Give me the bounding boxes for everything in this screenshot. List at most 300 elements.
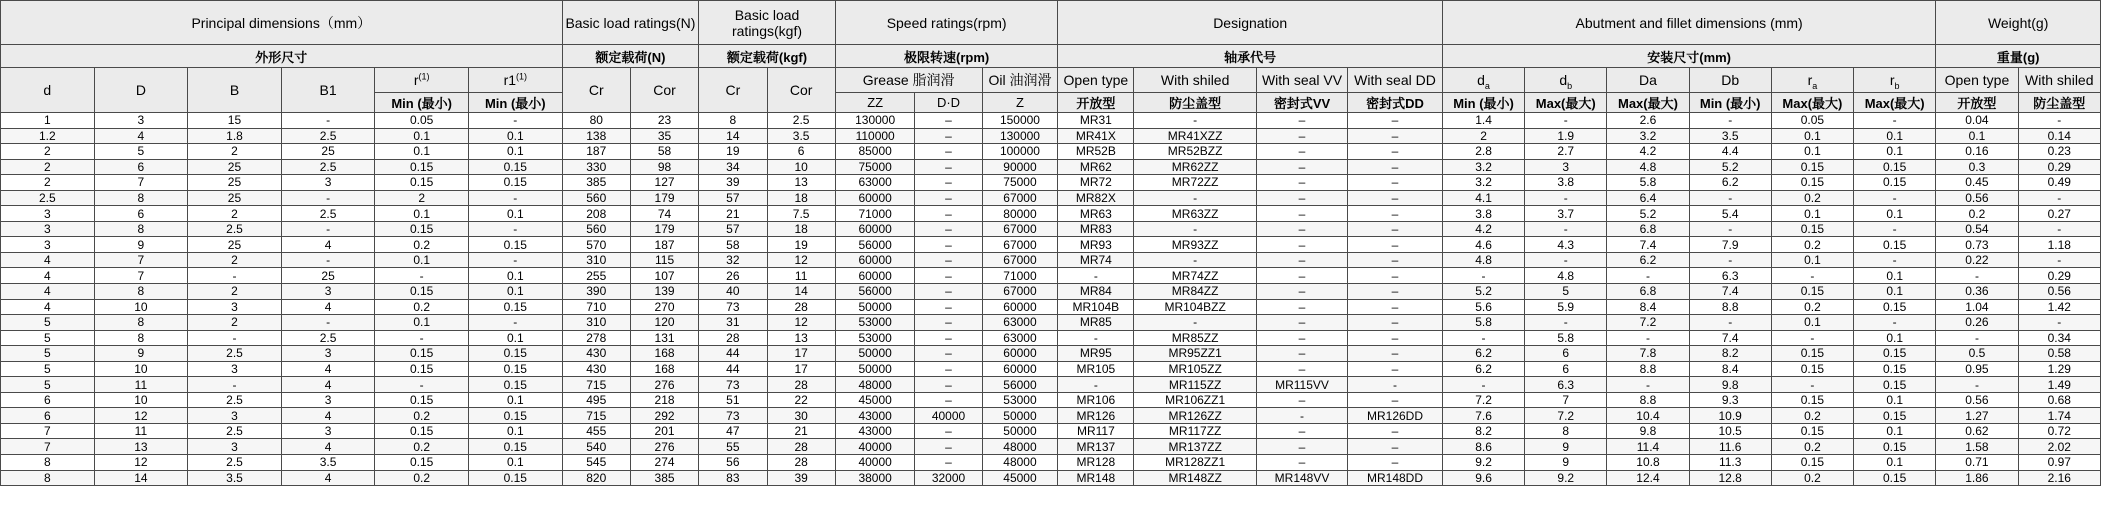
table-cell: 7 (1, 423, 95, 439)
table-cell: - (1936, 268, 2018, 284)
table-cell: 0.15 (1854, 159, 1936, 175)
group-load-ratings-kgf (699, 1, 836, 45)
table-cell: 15 (188, 113, 282, 129)
table-cell: 560 (562, 190, 630, 206)
table-cell: 50000 (835, 361, 915, 377)
table-cell: 12.8 (1689, 470, 1771, 486)
table-cell: - (2018, 113, 2100, 129)
table-cell: 6.2 (1607, 252, 1689, 268)
table-cell: – (1256, 268, 1347, 284)
table-cell: 0.15 (375, 346, 469, 362)
table-cell: 5.2 (1607, 206, 1689, 222)
table-cell: 115 (630, 252, 698, 268)
table-cell: 3 (1, 206, 95, 222)
table-cell: 53000 (982, 392, 1058, 408)
table-cell: 5 (1, 330, 95, 346)
table-cell: 2.5 (188, 455, 282, 471)
table-cell: 0.1 (1854, 392, 1936, 408)
table-cell: 32 (699, 252, 767, 268)
table-row (1, 361, 2101, 377)
table-cell: 2 (188, 284, 282, 300)
table-cell: – (915, 128, 982, 144)
group-load-kgf-cn: 额定载荷(kgf) (699, 45, 836, 68)
table-cell: 25 (188, 237, 282, 253)
table-row (1, 159, 2101, 175)
table-cell: 276 (630, 377, 698, 393)
table-cell: - (1134, 252, 1257, 268)
table-cell: 73 (699, 299, 767, 315)
table-cell: MR105 (1058, 361, 1134, 377)
table-cell: 0.15 (1854, 237, 1936, 253)
table-cell: 40000 (835, 439, 915, 455)
table-cell: MR115VV (1256, 377, 1347, 393)
table-cell: 276 (630, 439, 698, 455)
table-cell: 7.5 (767, 206, 835, 222)
table-cell: – (1256, 423, 1347, 439)
table-cell: 0.73 (1936, 237, 2018, 253)
table-cell: 4 (281, 299, 375, 315)
table-cell: 51 (699, 392, 767, 408)
table-cell: MR93 (1058, 237, 1134, 253)
table-row (1, 190, 2101, 206)
table-cell: 455 (562, 423, 630, 439)
table-cell: MR106 (1058, 392, 1134, 408)
table-cell: 139 (630, 284, 698, 300)
table-cell: – (915, 252, 982, 268)
table-cell: – (1256, 315, 1347, 331)
table-cell: – (915, 113, 982, 129)
table-cell: 2.5 (188, 346, 282, 362)
table-cell: 3.5 (1689, 128, 1771, 144)
table-cell: - (281, 190, 375, 206)
table-cell: 110000 (835, 128, 915, 144)
table-cell: 9.3 (1689, 392, 1771, 408)
table-cell: 7 (94, 252, 188, 268)
table-cell: – (1348, 206, 1443, 222)
table-cell: 5.8 (1607, 175, 1689, 191)
table-cell: 4.6 (1442, 237, 1524, 253)
table-cell: 32000 (915, 470, 982, 486)
table-cell: - (2018, 221, 2100, 237)
table-cell: 48000 (982, 455, 1058, 471)
table-cell: 2.5 (281, 330, 375, 346)
table-cell: 385 (562, 175, 630, 191)
table-cell: – (915, 159, 982, 175)
table-cell: - (2018, 315, 2100, 331)
table-cell: 5.8 (1442, 315, 1524, 331)
table-cell: 7.4 (1689, 284, 1771, 300)
table-cell: 10 (767, 159, 835, 175)
load-kgf-line1: Basic load (734, 6, 800, 23)
table-cell: 218 (630, 392, 698, 408)
table-cell: 0.2 (1771, 190, 1853, 206)
table-cell: 2 (1, 144, 95, 160)
col-oil: Oil 油润滑 (982, 68, 1058, 93)
table-cell: 56000 (835, 284, 915, 300)
table-cell: - (1442, 268, 1524, 284)
table-cell: – (1348, 268, 1443, 284)
table-cell: 0.2 (1771, 408, 1853, 424)
table-cell: 0.1 (1771, 144, 1853, 160)
table-cell: - (468, 252, 562, 268)
table-cell: 43000 (835, 423, 915, 439)
table-cell: MR126 (1058, 408, 1134, 424)
table-cell: 19 (767, 237, 835, 253)
table-cell: 6 (1, 392, 95, 408)
table-cell: 0.15 (375, 175, 469, 191)
table-cell: 715 (562, 408, 630, 424)
col-open-type-cn: 开放型 (1058, 93, 1134, 113)
table-cell: 11.3 (1689, 455, 1771, 471)
table-cell: 2.8 (1442, 144, 1524, 160)
table-cell: 67000 (982, 190, 1058, 206)
table-cell: 2.16 (2018, 470, 2100, 486)
table-cell: – (915, 190, 982, 206)
table-cell: - (1442, 330, 1524, 346)
table-cell: - (2018, 252, 2100, 268)
table-cell: 3 (281, 392, 375, 408)
table-cell: 6 (94, 206, 188, 222)
table-cell: – (1256, 330, 1347, 346)
table-cell: 8 (1, 470, 95, 486)
table-cell: MR148DD (1348, 470, 1443, 486)
table-cell: – (1256, 392, 1347, 408)
table-cell: 67000 (982, 221, 1058, 237)
table-cell: 0.72 (2018, 423, 2100, 439)
table-cell: 0.15 (1854, 175, 1936, 191)
table-cell: - (281, 252, 375, 268)
table-cell: - (1689, 190, 1771, 206)
table-cell: – (915, 299, 982, 315)
table-cell: 7 (94, 175, 188, 191)
table-cell: 1.42 (2018, 299, 2100, 315)
table-cell: 67000 (982, 284, 1058, 300)
table-cell: 330 (562, 159, 630, 175)
table-cell: 0.1 (468, 455, 562, 471)
table-cell: – (1348, 190, 1443, 206)
table-cell: - (2018, 190, 2100, 206)
table-cell: – (1348, 315, 1443, 331)
group-designation: Designation (1058, 1, 1443, 45)
table-row (1, 330, 2101, 346)
table-row (1, 377, 2101, 393)
table-cell: – (1256, 113, 1347, 129)
table-cell: 2.7 (1525, 144, 1607, 160)
table-cell: 22 (767, 392, 835, 408)
table-cell: 71000 (982, 268, 1058, 284)
table-cell: - (1854, 190, 1936, 206)
col-da-min: Min (最小) (1442, 93, 1524, 113)
table-cell: – (1348, 237, 1443, 253)
table-cell: 3.5 (767, 128, 835, 144)
table-cell: 0.15 (1854, 439, 1936, 455)
table-cell: - (281, 113, 375, 129)
col-with-shiled: With shiled (1134, 68, 1257, 93)
table-cell: 2 (188, 206, 282, 222)
col-rb-max: Max(最大) (1854, 93, 1936, 113)
table-cell: 0.1 (1854, 284, 1936, 300)
table-cell: 60000 (835, 252, 915, 268)
table-cell: 10.5 (1689, 423, 1771, 439)
table-cell: 0.15 (1771, 361, 1853, 377)
table-cell: 13 (767, 175, 835, 191)
table-cell: 80 (562, 113, 630, 129)
table-cell: 3.8 (1442, 206, 1524, 222)
table-cell: – (1348, 423, 1443, 439)
table-cell: 40000 (915, 408, 982, 424)
table-cell: 2.5 (188, 423, 282, 439)
table-cell: 0.2 (1771, 299, 1853, 315)
table-cell: 3.5 (281, 455, 375, 471)
table-cell: 1.2 (1, 128, 95, 144)
table-cell: 2.5 (281, 159, 375, 175)
table-cell: 0.95 (1936, 361, 2018, 377)
table-cell: – (1256, 190, 1347, 206)
group-weight: Weight(g) (1936, 1, 2101, 45)
col-d: d (1, 68, 95, 113)
table-cell: 9 (94, 346, 188, 362)
table-cell: 10.8 (1607, 455, 1689, 471)
table-cell: – (1256, 439, 1347, 455)
table-cell: MR106ZZ1 (1134, 392, 1257, 408)
table-cell: 0.1 (375, 206, 469, 222)
table-cell: – (1348, 284, 1443, 300)
table-cell: 18 (767, 221, 835, 237)
table-cell: MR115ZZ (1134, 377, 1257, 393)
table-cell: 0.1 (375, 252, 469, 268)
table-cell: - (375, 268, 469, 284)
table-row (1, 206, 2101, 222)
table-cell: 1.29 (2018, 361, 2100, 377)
table-cell: MR117ZZ (1134, 423, 1257, 439)
table-cell: 80000 (982, 206, 1058, 222)
col-dd: D·D (915, 93, 982, 113)
table-cell: 0.1 (468, 330, 562, 346)
table-row (1, 252, 2101, 268)
col-weight-open: Open type (1936, 68, 2018, 93)
table-row (1, 315, 2101, 331)
table-row (1, 408, 2101, 424)
table-cell: 3 (281, 175, 375, 191)
table-cell: 11.6 (1689, 439, 1771, 455)
col-seal-dd: With seal DD (1348, 68, 1443, 93)
table-cell: 75000 (982, 175, 1058, 191)
table-cell: – (915, 392, 982, 408)
table-cell: 19 (699, 144, 767, 160)
table-cell: 4 (281, 408, 375, 424)
table-cell: MR84ZZ (1134, 284, 1257, 300)
table-cell: – (1256, 206, 1347, 222)
table-cell: 820 (562, 470, 630, 486)
table-cell: 0.2 (375, 408, 469, 424)
table-cell: 120 (630, 315, 698, 331)
table-cell: – (915, 175, 982, 191)
table-cell: MR104B (1058, 299, 1134, 315)
table-cell: – (1348, 392, 1443, 408)
table-cell: - (375, 330, 469, 346)
table-row (1, 221, 2101, 237)
table-cell: MR95 (1058, 346, 1134, 362)
table-cell: 179 (630, 221, 698, 237)
table-cell: 0.1 (468, 144, 562, 160)
table-cell: 0.05 (375, 113, 469, 129)
table-cell: – (1256, 455, 1347, 471)
table-cell: 0.58 (2018, 346, 2100, 362)
table-cell: MR41X (1058, 128, 1134, 144)
table-cell: 0.29 (2018, 268, 2100, 284)
group-abutment-cn: 安装尺寸(mm) (1442, 45, 1935, 68)
table-cell: 187 (630, 237, 698, 253)
table-cell: 5.6 (1442, 299, 1524, 315)
col-r-min: Min (最小) (375, 93, 469, 113)
table-cell: 12.4 (1607, 470, 1689, 486)
table-row (1, 284, 2101, 300)
table-cell: - (281, 315, 375, 331)
table-cell: – (1256, 221, 1347, 237)
table-cell: 9.6 (1442, 470, 1524, 486)
table-cell: 6.3 (1689, 268, 1771, 284)
table-cell: 2.5 (281, 206, 375, 222)
table-cell: 25 (188, 190, 282, 206)
table-cell: 0.1 (468, 392, 562, 408)
table-cell: 0.1 (468, 423, 562, 439)
table-cell: 495 (562, 392, 630, 408)
table-cell: 8 (1, 455, 95, 471)
table-cell: 12 (94, 408, 188, 424)
table-cell: 131 (630, 330, 698, 346)
col-rb: $r_b$ (1854, 68, 1936, 93)
table-cell: – (1348, 252, 1443, 268)
table-cell: - (1134, 221, 1257, 237)
table-cell: 60000 (982, 346, 1058, 362)
table-cell: 9.8 (1607, 423, 1689, 439)
table-cell: – (1348, 346, 1443, 362)
table-cell: MR85ZZ (1134, 330, 1257, 346)
table-cell: – (1348, 128, 1443, 144)
col-r1: r1$^{(1)}$ (468, 68, 562, 93)
table-cell: - (1854, 315, 1936, 331)
table-cell: 0.49 (2018, 175, 2100, 191)
table-cell: – (915, 144, 982, 160)
table-cell: 179 (630, 190, 698, 206)
table-cell: 8.6 (1442, 439, 1524, 455)
table-cell: MR72 (1058, 175, 1134, 191)
table-cell: 3 (281, 284, 375, 300)
table-cell: 8 (1525, 423, 1607, 439)
table-cell: 55 (699, 439, 767, 455)
table-cell: 0.2 (375, 299, 469, 315)
table-cell: 0.15 (468, 408, 562, 424)
table-cell: 0.15 (1771, 455, 1853, 471)
table-cell: 67000 (982, 252, 1058, 268)
table-cell: MR148ZZ (1134, 470, 1257, 486)
table-cell: 0.1 (468, 284, 562, 300)
table-cell: – (1348, 330, 1443, 346)
table-cell: 560 (562, 221, 630, 237)
table-cell: 0.15 (468, 361, 562, 377)
table-cell: 8.4 (1607, 299, 1689, 315)
table-cell: MR85 (1058, 315, 1134, 331)
table-cell: 0.54 (1936, 221, 2018, 237)
table-cell: 715 (562, 377, 630, 393)
table-cell: 150000 (982, 113, 1058, 129)
table-cell: 14 (94, 470, 188, 486)
table-cell: 6.2 (1442, 346, 1524, 362)
load-kgf-line2: ratings(kgf) (731, 22, 803, 39)
col-D: D (94, 68, 188, 113)
table-cell: 0.1 (375, 128, 469, 144)
table-cell: 28 (767, 439, 835, 455)
table-cell: 7 (94, 268, 188, 284)
table-cell: 201 (630, 423, 698, 439)
table-cell: - (1854, 113, 1936, 129)
table-cell: 255 (562, 268, 630, 284)
table-cell: 6.3 (1525, 377, 1607, 393)
table-cell: 0.15 (1854, 377, 1936, 393)
table-cell: 8 (94, 190, 188, 206)
table-cell: 4 (1, 284, 95, 300)
table-cell: 17 (767, 346, 835, 362)
table-cell: - (1771, 377, 1853, 393)
table-cell: 50000 (835, 299, 915, 315)
group-abutment-dimensions: Abutment and fillet dimensions (mm) (1442, 1, 1935, 45)
table-cell: 1.27 (1936, 408, 2018, 424)
table-cell: 0.62 (1936, 423, 2018, 439)
col-cor-kgf: Cor (767, 68, 835, 113)
table-cell: – (915, 284, 982, 300)
table-cell: 8 (94, 315, 188, 331)
table-cell: 107 (630, 268, 698, 284)
table-cell: - (1771, 268, 1853, 284)
group-load-n-cn: 额定载荷(N) (562, 45, 699, 68)
table-cell: 8.4 (1689, 361, 1771, 377)
table-cell: 45000 (982, 470, 1058, 486)
table-cell: 74 (630, 206, 698, 222)
table-cell: – (1256, 252, 1347, 268)
table-cell: 34 (699, 159, 767, 175)
table-cell: 0.2 (375, 470, 469, 486)
col-cr-n: Cr (562, 68, 630, 113)
table-cell: 50000 (982, 408, 1058, 424)
table-cell: 2 (188, 144, 282, 160)
table-cell: 4.3 (1525, 237, 1607, 253)
table-cell: 28 (767, 455, 835, 471)
table-cell: MR95ZZ1 (1134, 346, 1257, 362)
table-cell: 4.2 (1442, 221, 1524, 237)
table-cell: 7.2 (1525, 408, 1607, 424)
table-cell: 0.15 (468, 470, 562, 486)
table-cell: MR52BZZ (1134, 144, 1257, 160)
table-cell: 7.9 (1689, 237, 1771, 253)
table-cell: 35 (630, 128, 698, 144)
table-cell: 6 (1525, 361, 1607, 377)
col-r1-min: Min (最小) (468, 93, 562, 113)
table-cell: MR62 (1058, 159, 1134, 175)
table-cell: MR128 (1058, 455, 1134, 471)
table-cell: MR126ZZ (1134, 408, 1257, 424)
table-cell: - (1058, 330, 1134, 346)
table-cell: - (188, 330, 282, 346)
table-cell: - (468, 190, 562, 206)
table-cell: 85000 (835, 144, 915, 160)
table-cell: 10.9 (1689, 408, 1771, 424)
table-cell: 1.49 (2018, 377, 2100, 393)
table-cell: 98 (630, 159, 698, 175)
table-cell: – (915, 346, 982, 362)
table-cell: – (1348, 113, 1443, 129)
table-cell: 0.2 (1936, 206, 2018, 222)
table-cell: 6.8 (1607, 284, 1689, 300)
